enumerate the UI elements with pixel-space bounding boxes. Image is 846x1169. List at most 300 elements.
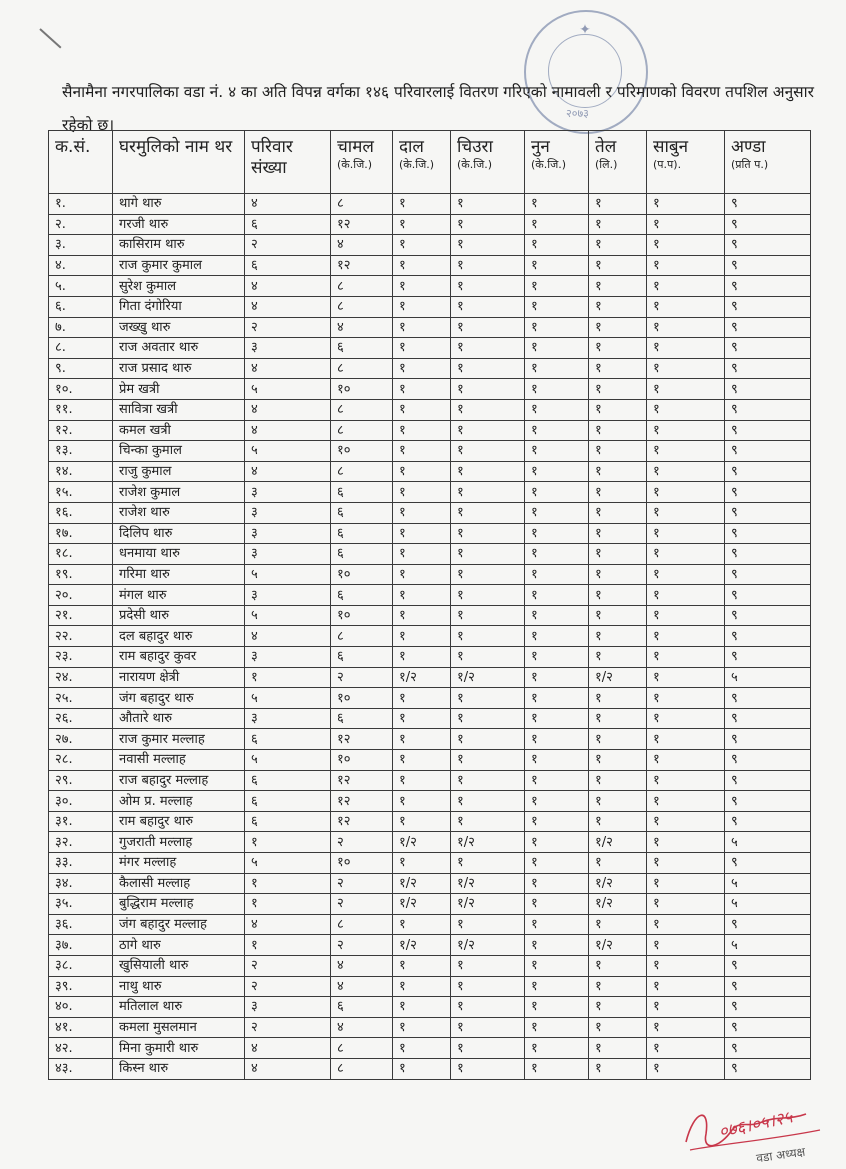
cell-oil: १ bbox=[589, 750, 647, 771]
cell-name: राज कुमार कुमाल bbox=[113, 255, 245, 276]
cell-chiura: १ bbox=[451, 1038, 525, 1059]
cell-egg: ५ bbox=[725, 667, 811, 688]
cell-dal: १ bbox=[393, 399, 451, 420]
cell-members: ३ bbox=[245, 997, 331, 1018]
seal-year: २०७३ bbox=[566, 107, 589, 120]
cell-soap: १ bbox=[647, 976, 725, 997]
cell-sn: १०. bbox=[49, 379, 113, 400]
cell-name: ठागे थारु bbox=[113, 935, 245, 956]
cell-salt: १ bbox=[525, 296, 589, 317]
cell-sn: १. bbox=[49, 194, 113, 215]
cell-soap: १ bbox=[647, 791, 725, 812]
header-name: घरमुलिको नाम थर bbox=[113, 131, 245, 194]
cell-name: कासिराम थारु bbox=[113, 235, 245, 256]
cell-sn: १४. bbox=[49, 461, 113, 482]
table-header-row bbox=[49, 131, 811, 194]
cell-salt: १ bbox=[525, 832, 589, 853]
header-rice: चामल (के.जि.) bbox=[331, 131, 393, 194]
table-row bbox=[49, 296, 811, 317]
cell-oil: १ bbox=[589, 502, 647, 523]
cell-rice: १२ bbox=[331, 811, 393, 832]
cell-egg: ९ bbox=[725, 296, 811, 317]
cell-salt: १ bbox=[525, 399, 589, 420]
cell-oil: १ bbox=[589, 770, 647, 791]
cell-name: दल बहादुर थारु bbox=[113, 626, 245, 647]
signature-title: वडा अध्यक्ष bbox=[755, 1144, 807, 1166]
cell-sn: २१. bbox=[49, 605, 113, 626]
cell-sn: २३. bbox=[49, 647, 113, 668]
cell-egg: ९ bbox=[725, 770, 811, 791]
cell-soap: १ bbox=[647, 708, 725, 729]
cell-oil: १ bbox=[589, 647, 647, 668]
cell-sn: २०. bbox=[49, 585, 113, 606]
cell-soap: १ bbox=[647, 214, 725, 235]
table-row bbox=[49, 358, 811, 379]
cell-soap: १ bbox=[647, 853, 725, 874]
cell-egg: ९ bbox=[725, 358, 811, 379]
cell-members: ४ bbox=[245, 276, 331, 297]
cell-oil: १ bbox=[589, 605, 647, 626]
table-row bbox=[49, 194, 811, 215]
cell-salt: १ bbox=[525, 544, 589, 565]
cell-oil: १ bbox=[589, 296, 647, 317]
cell-chiura: १ bbox=[451, 523, 525, 544]
cell-chiura: १ bbox=[451, 976, 525, 997]
cell-rice: ६ bbox=[331, 647, 393, 668]
table-row bbox=[49, 585, 811, 606]
cell-oil: १ bbox=[589, 379, 647, 400]
cell-members: ६ bbox=[245, 791, 331, 812]
cell-salt: १ bbox=[525, 976, 589, 997]
cell-dal: १ bbox=[393, 441, 451, 462]
cell-dal: १ bbox=[393, 585, 451, 606]
cell-oil: १ bbox=[589, 853, 647, 874]
cell-name: ओम प्र. मल्लाह bbox=[113, 791, 245, 812]
cell-name: नाथु थारु bbox=[113, 976, 245, 997]
cell-chiura: १ bbox=[451, 482, 525, 503]
cell-name: औतारे थारु bbox=[113, 708, 245, 729]
table-row bbox=[49, 770, 811, 791]
cell-egg: ९ bbox=[725, 708, 811, 729]
cell-rice: ८ bbox=[331, 1038, 393, 1059]
cell-salt: १ bbox=[525, 626, 589, 647]
cell-egg: ९ bbox=[725, 1017, 811, 1038]
cell-salt: १ bbox=[525, 482, 589, 503]
cell-egg: ९ bbox=[725, 976, 811, 997]
cell-soap: १ bbox=[647, 194, 725, 215]
cell-rice: ८ bbox=[331, 296, 393, 317]
cell-chiura: १ bbox=[451, 955, 525, 976]
cell-chiura: १ bbox=[451, 729, 525, 750]
cell-dal: १ bbox=[393, 647, 451, 668]
cell-soap: १ bbox=[647, 935, 725, 956]
table-row bbox=[49, 811, 811, 832]
cell-rice: ८ bbox=[331, 358, 393, 379]
cell-salt: १ bbox=[525, 708, 589, 729]
cell-oil: १ bbox=[589, 1017, 647, 1038]
cell-egg: ९ bbox=[725, 317, 811, 338]
cell-salt: १ bbox=[525, 1038, 589, 1059]
table-row bbox=[49, 523, 811, 544]
cell-rice: ४ bbox=[331, 235, 393, 256]
cell-sn: ११. bbox=[49, 399, 113, 420]
table-row bbox=[49, 338, 811, 359]
cell-members: २ bbox=[245, 955, 331, 976]
cell-rice: ४ bbox=[331, 1017, 393, 1038]
table-row bbox=[49, 647, 811, 668]
cell-chiura: १ bbox=[451, 276, 525, 297]
cell-soap: १ bbox=[647, 832, 725, 853]
cell-rice: १० bbox=[331, 750, 393, 771]
cell-soap: १ bbox=[647, 997, 725, 1018]
cell-rice: ४ bbox=[331, 317, 393, 338]
cell-soap: १ bbox=[647, 688, 725, 709]
cell-name: प्रदेसी थारु bbox=[113, 605, 245, 626]
cell-dal: १ bbox=[393, 791, 451, 812]
cell-soap: १ bbox=[647, 729, 725, 750]
cell-soap: १ bbox=[647, 441, 725, 462]
cell-dal: १ bbox=[393, 276, 451, 297]
table-row bbox=[49, 379, 811, 400]
cell-members: १ bbox=[245, 935, 331, 956]
cell-dal: १ bbox=[393, 523, 451, 544]
cell-name: मंगल थारु bbox=[113, 585, 245, 606]
cell-egg: ९ bbox=[725, 482, 811, 503]
cell-name: राजु कुमाल bbox=[113, 461, 245, 482]
cell-members: ४ bbox=[245, 461, 331, 482]
cell-name: जख्खु थारु bbox=[113, 317, 245, 338]
cell-rice: ६ bbox=[331, 585, 393, 606]
cell-name: नवासी मल्लाह bbox=[113, 750, 245, 771]
cell-chiura: १ bbox=[451, 626, 525, 647]
cell-rice: ६ bbox=[331, 523, 393, 544]
cell-chiura: १ bbox=[451, 379, 525, 400]
cell-sn: २६. bbox=[49, 708, 113, 729]
cell-oil: १ bbox=[589, 317, 647, 338]
cell-members: ४ bbox=[245, 296, 331, 317]
cell-oil: १ bbox=[589, 729, 647, 750]
cell-name: चिन्का कुमाल bbox=[113, 441, 245, 462]
table-row bbox=[49, 482, 811, 503]
cell-name: राजेश कुमाल bbox=[113, 482, 245, 503]
cell-oil: १ bbox=[589, 399, 647, 420]
cell-dal: १ bbox=[393, 358, 451, 379]
cell-sn: ३१. bbox=[49, 811, 113, 832]
cell-soap: १ bbox=[647, 544, 725, 565]
cell-dal: १/२ bbox=[393, 935, 451, 956]
header-sn: क.सं. bbox=[49, 131, 113, 194]
cell-rice: ८ bbox=[331, 626, 393, 647]
cell-salt: १ bbox=[525, 914, 589, 935]
cell-chiura: १/२ bbox=[451, 832, 525, 853]
cell-members: ६ bbox=[245, 770, 331, 791]
table-row bbox=[49, 461, 811, 482]
cell-oil: १/२ bbox=[589, 832, 647, 853]
cell-egg: ५ bbox=[725, 935, 811, 956]
cell-sn: १२. bbox=[49, 420, 113, 441]
cell-soap: १ bbox=[647, 523, 725, 544]
cell-salt: १ bbox=[525, 214, 589, 235]
cell-egg: ५ bbox=[725, 894, 811, 915]
cell-soap: १ bbox=[647, 296, 725, 317]
cell-soap: १ bbox=[647, 770, 725, 791]
cell-sn: ३६. bbox=[49, 914, 113, 935]
cell-soap: १ bbox=[647, 317, 725, 338]
cell-oil: १ bbox=[589, 441, 647, 462]
cell-soap: १ bbox=[647, 750, 725, 771]
cell-chiura: १/२ bbox=[451, 873, 525, 894]
header-dal: दाल (के.जि.) bbox=[393, 131, 451, 194]
intro-paragraph: सैनामैना नगरपालिका वडा नं. ४ का अति विपन्न वर्गका १४६ परिवारलाई वितरण गरिएको नामावली र परिमाणको विवरण तपशिल अनुसार रहेको छ। bbox=[62, 82, 815, 134]
cell-salt: १ bbox=[525, 853, 589, 874]
cell-chiura: १ bbox=[451, 235, 525, 256]
cell-soap: १ bbox=[647, 873, 725, 894]
cell-chiura: १/२ bbox=[451, 894, 525, 915]
cell-soap: १ bbox=[647, 811, 725, 832]
cell-sn: २९. bbox=[49, 770, 113, 791]
cell-dal: १ bbox=[393, 482, 451, 503]
cell-egg: ९ bbox=[725, 399, 811, 420]
cell-rice: २ bbox=[331, 894, 393, 915]
distribution-table bbox=[48, 130, 811, 1080]
cell-name: धनमाया थारु bbox=[113, 544, 245, 565]
cell-rice: ८ bbox=[331, 461, 393, 482]
cell-soap: १ bbox=[647, 420, 725, 441]
cell-rice: ६ bbox=[331, 997, 393, 1018]
cell-dal: १ bbox=[393, 564, 451, 585]
cell-egg: ९ bbox=[725, 276, 811, 297]
cell-sn: ३७. bbox=[49, 935, 113, 956]
cell-dal: १ bbox=[393, 1017, 451, 1038]
cell-dal: १ bbox=[393, 955, 451, 976]
cell-rice: १० bbox=[331, 564, 393, 585]
cell-rice: १२ bbox=[331, 791, 393, 812]
cell-dal: १ bbox=[393, 708, 451, 729]
cell-chiura: १ bbox=[451, 914, 525, 935]
cell-egg: ९ bbox=[725, 544, 811, 565]
cell-sn: ४३. bbox=[49, 1058, 113, 1079]
cell-chiura: १ bbox=[451, 544, 525, 565]
cell-salt: १ bbox=[525, 461, 589, 482]
cell-chiura: १ bbox=[451, 811, 525, 832]
cell-oil: १ bbox=[589, 1038, 647, 1059]
cell-sn: ३. bbox=[49, 235, 113, 256]
seal-emblem-icon: ✦ bbox=[579, 22, 591, 38]
cell-soap: १ bbox=[647, 564, 725, 585]
cell-sn: ३९. bbox=[49, 976, 113, 997]
table-row bbox=[49, 935, 811, 956]
cell-members: ३ bbox=[245, 647, 331, 668]
cell-name: कमला मुसलमान bbox=[113, 1017, 245, 1038]
cell-salt: १ bbox=[525, 235, 589, 256]
cell-salt: १ bbox=[525, 791, 589, 812]
cell-salt: १ bbox=[525, 750, 589, 771]
cell-salt: १ bbox=[525, 317, 589, 338]
cell-salt: १ bbox=[525, 255, 589, 276]
cell-soap: १ bbox=[647, 276, 725, 297]
header-egg: अण्डा (प्रति प.) bbox=[725, 131, 811, 194]
cell-dal: १/२ bbox=[393, 667, 451, 688]
table-row bbox=[49, 853, 811, 874]
cell-oil: १ bbox=[589, 626, 647, 647]
cell-name: राज अवतार थारु bbox=[113, 338, 245, 359]
cell-salt: १ bbox=[525, 338, 589, 359]
cell-members: ४ bbox=[245, 399, 331, 420]
cell-sn: २४. bbox=[49, 667, 113, 688]
cell-name: दिलिप थारु bbox=[113, 523, 245, 544]
cell-chiura: १ bbox=[451, 194, 525, 215]
cell-egg: ९ bbox=[725, 729, 811, 750]
cell-name: बुद्धिराम मल्लाह bbox=[113, 894, 245, 915]
cell-salt: १ bbox=[525, 441, 589, 462]
cell-sn: ३५. bbox=[49, 894, 113, 915]
cell-members: ४ bbox=[245, 420, 331, 441]
cell-sn: ३४. bbox=[49, 873, 113, 894]
cell-salt: १ bbox=[525, 420, 589, 441]
cell-oil: १/२ bbox=[589, 894, 647, 915]
cell-members: ५ bbox=[245, 853, 331, 874]
table-row bbox=[49, 688, 811, 709]
cell-soap: १ bbox=[647, 358, 725, 379]
cell-sn: ५. bbox=[49, 276, 113, 297]
cell-chiura: १ bbox=[451, 1058, 525, 1079]
cell-salt: १ bbox=[525, 873, 589, 894]
cell-rice: २ bbox=[331, 667, 393, 688]
cell-soap: १ bbox=[647, 894, 725, 915]
cell-name: सावित्रा खत्री bbox=[113, 399, 245, 420]
cell-salt: १ bbox=[525, 997, 589, 1018]
cell-dal: १/२ bbox=[393, 894, 451, 915]
cell-members: ४ bbox=[245, 1038, 331, 1059]
cell-dal: १ bbox=[393, 544, 451, 565]
cell-rice: ८ bbox=[331, 194, 393, 215]
cell-chiura: १ bbox=[451, 255, 525, 276]
table-row bbox=[49, 955, 811, 976]
cell-members: ६ bbox=[245, 811, 331, 832]
cell-rice: ८ bbox=[331, 399, 393, 420]
header-members: परिवार संख्या bbox=[245, 131, 331, 194]
table-row bbox=[49, 605, 811, 626]
cell-salt: १ bbox=[525, 194, 589, 215]
cell-members: ४ bbox=[245, 626, 331, 647]
cell-dal: १ bbox=[393, 338, 451, 359]
cell-salt: १ bbox=[525, 955, 589, 976]
cell-egg: ९ bbox=[725, 626, 811, 647]
table-row bbox=[49, 750, 811, 771]
cell-members: ३ bbox=[245, 502, 331, 523]
cell-sn: ४०. bbox=[49, 997, 113, 1018]
cell-oil: १ bbox=[589, 791, 647, 812]
cell-oil: १ bbox=[589, 338, 647, 359]
cell-members: ४ bbox=[245, 914, 331, 935]
cell-oil: १ bbox=[589, 688, 647, 709]
cell-members: ३ bbox=[245, 523, 331, 544]
cell-oil: १ bbox=[589, 194, 647, 215]
cell-dal: १/२ bbox=[393, 832, 451, 853]
cell-members: ५ bbox=[245, 688, 331, 709]
cell-egg: ९ bbox=[725, 914, 811, 935]
cell-salt: १ bbox=[525, 1058, 589, 1079]
header-chiura: चिउरा (के.जि.) bbox=[451, 131, 525, 194]
cell-soap: १ bbox=[647, 502, 725, 523]
cell-dal: १ bbox=[393, 853, 451, 874]
cell-chiura: १ bbox=[451, 420, 525, 441]
cell-name: कैलासी मल्लाह bbox=[113, 873, 245, 894]
cell-sn: २५. bbox=[49, 688, 113, 709]
cell-egg: ९ bbox=[725, 997, 811, 1018]
cell-rice: ४ bbox=[331, 955, 393, 976]
cell-name: राज बहादुर मल्लाह bbox=[113, 770, 245, 791]
cell-chiura: १ bbox=[451, 1017, 525, 1038]
table-row bbox=[49, 276, 811, 297]
cell-members: ४ bbox=[245, 1058, 331, 1079]
cell-dal: १ bbox=[393, 317, 451, 338]
cell-egg: ९ bbox=[725, 564, 811, 585]
cell-rice: ६ bbox=[331, 482, 393, 503]
cell-dal: १ bbox=[393, 1058, 451, 1079]
cell-members: ६ bbox=[245, 255, 331, 276]
cell-members: ३ bbox=[245, 338, 331, 359]
cell-oil: १ bbox=[589, 214, 647, 235]
pen-stroke-mark bbox=[39, 28, 61, 48]
signature-date: ०७६।०५।२५ bbox=[717, 1107, 795, 1143]
cell-name: गिता दंगोरिया bbox=[113, 296, 245, 317]
cell-salt: १ bbox=[525, 729, 589, 750]
cell-name: राज कुमार मल्लाह bbox=[113, 729, 245, 750]
table-row bbox=[49, 729, 811, 750]
cell-name: नारायण क्षेत्री bbox=[113, 667, 245, 688]
cell-dal: १ bbox=[393, 1038, 451, 1059]
cell-soap: १ bbox=[647, 955, 725, 976]
cell-sn: १८. bbox=[49, 544, 113, 565]
cell-chiura: १ bbox=[451, 997, 525, 1018]
cell-rice: १२ bbox=[331, 729, 393, 750]
cell-salt: १ bbox=[525, 605, 589, 626]
cell-sn: ४१. bbox=[49, 1017, 113, 1038]
cell-sn: ३८. bbox=[49, 955, 113, 976]
cell-rice: १० bbox=[331, 688, 393, 709]
cell-members: ५ bbox=[245, 750, 331, 771]
table-row bbox=[49, 708, 811, 729]
cell-salt: १ bbox=[525, 502, 589, 523]
cell-egg: ९ bbox=[725, 502, 811, 523]
cell-oil: १ bbox=[589, 461, 647, 482]
cell-dal: १ bbox=[393, 502, 451, 523]
cell-members: २ bbox=[245, 976, 331, 997]
table-row bbox=[49, 1038, 811, 1059]
cell-egg: ९ bbox=[725, 605, 811, 626]
cell-egg: ९ bbox=[725, 647, 811, 668]
cell-members: ३ bbox=[245, 585, 331, 606]
cell-egg: ९ bbox=[725, 853, 811, 874]
cell-name: गरिमा थारु bbox=[113, 564, 245, 585]
cell-name: गरजी थारु bbox=[113, 214, 245, 235]
cell-chiura: १ bbox=[451, 770, 525, 791]
cell-oil: १ bbox=[589, 358, 647, 379]
cell-rice: १२ bbox=[331, 770, 393, 791]
cell-sn: १३. bbox=[49, 441, 113, 462]
cell-name: सुरेश कुमाल bbox=[113, 276, 245, 297]
cell-members: १ bbox=[245, 667, 331, 688]
cell-dal: १ bbox=[393, 770, 451, 791]
table-row bbox=[49, 441, 811, 462]
cell-members: ३ bbox=[245, 482, 331, 503]
cell-dal: १ bbox=[393, 976, 451, 997]
cell-rice: ६ bbox=[331, 502, 393, 523]
cell-sn: २. bbox=[49, 214, 113, 235]
cell-salt: १ bbox=[525, 523, 589, 544]
cell-name: मतिलाल थारु bbox=[113, 997, 245, 1018]
